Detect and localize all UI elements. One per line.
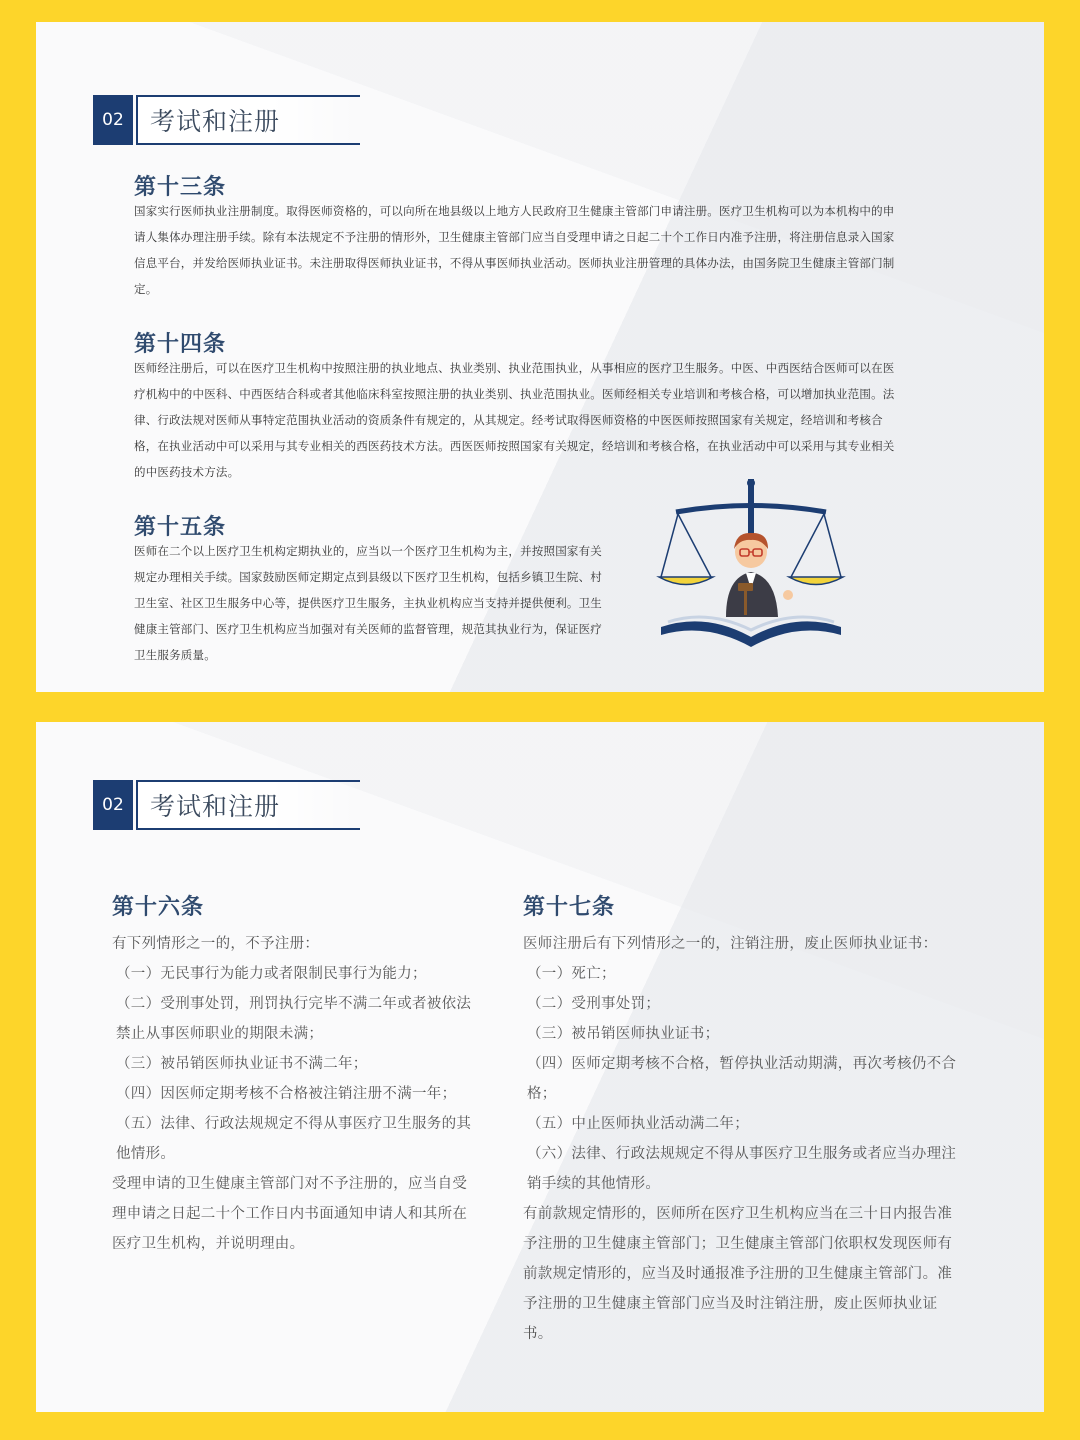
article-card-1 [36,22,1044,692]
article-17-line: 有前款规定情形的，医师所在医疗卫生机构应当在三十日内报告准予注册的卫生健康主管部门；卫生健康主管部门依职权发现医师有前款规定情形的，应当及时通报准予注册的卫生健康主管部门。准予注册的卫生健康主管部门应当及时注销注册，废止医师执业证书。 [523,1206,953,1342]
article-card-2 [36,722,1044,1412]
section-title: 考试和注册 [136,780,360,830]
article-17 [523,890,963,1349]
article-16-line: （五）法律、行政法规规定不得从事医疗卫生服务的其他情形。 [116,1116,472,1162]
article-14-text: 医师经注册后，可以在医疗卫生机构中按照注册的执业地点、执业类别、执业范围执业，从事相应的医疗卫生服务。中医、中西医结合医师可以在医疗机构中的中医科、中西医结合科或者其他临床科室按照注册的执业类别、执业范围执业。医师经相关专业培训和考核合格，可以增加执业范围。法律、行政法规对医师从事特定范围执业活动的资质条件有规定的，从其规定。经考试取得医师资格的中医医师按照国家有关规定，经培训和考核合格，在执业活动中可以采用与其专业相关的西医药技术方法。西医医师按照国家有关规定，经培训和考核合格，在执业活动中可以采用与其专业相关的中医药技术方法。 [134,361,895,479]
article-16-line: （二）受刑事处罚，刑罚执行完毕不满二年或者被依法禁止从事医师职业的期限未满； [116,996,472,1042]
section-header [93,780,360,830]
article-15-title: 第十五条 [134,514,227,540]
article-16-line: （四）因医师定期考核不合格被注销注册不满一年； [116,1086,457,1102]
scales-of-justice-judge-illustration [656,477,846,657]
article-13-title: 第十三条 [134,174,227,200]
article-16-line: （三）被吊销医师执业证书不满二年； [116,1056,368,1072]
article-15-text: 医师在二个以上医疗卫生机构定期执业的，应当以一个医疗卫生机构为主，并按照国家有关规定办理相关手续。国家鼓励医师定期定点到县级以下医疗卫生机构，包括乡镇卫生院、村卫生室、社区卫生服务中心等，提供医疗卫生服务，主执业机构应当支持并提供便利。卫生健康主管部门、医疗卫生机构应当加强对有关医师的监督管理，规范其执业行为，保证医疗卫生服务质量。 [134,544,602,662]
article-16 [112,890,472,1259]
article-17-line: 医师注册后有下列情形之一的，注销注册，废止医师执业证书： [523,936,938,952]
section-header [93,95,360,145]
article-17-line: （五）中止医师执业活动满二年； [527,1116,749,1132]
article-16-line: 受理申请的卫生健康主管部门对不予注册的，应当自受理申请之日起二十个工作日内书面通知申请人和其所在医疗卫生机构，并说明理由。 [112,1176,468,1252]
section-number: 02 [93,780,133,830]
article-16-line: （一）无民事行为能力或者限制民事行为能力； [116,966,427,982]
article-16-title: 第十六条 [112,894,205,920]
article-16-line: 有下列情形之一的，不予注册： [112,936,320,952]
section-number: 02 [93,95,133,145]
section-title: 考试和注册 [136,95,360,145]
article-17-title: 第十七条 [523,894,616,920]
article-14-title: 第十四条 [134,331,227,357]
article-17-line: （四）医师定期考核不合格，暂停执业活动期满，再次考核仍不合格； [527,1056,957,1102]
article-13-text: 国家实行医师执业注册制度。取得医师资格的，可以向所在地县级以上地方人民政府卫生健康主管部门申请注册。医疗卫生机构可以为本机构中的申请人集体办理注册手续。除有本法规定不予注册的情形外，卫生健康主管部门应当自受理申请之日起二十个工作日内准予注册，将注册信息录入国家信息平台，并发给医师执业证书。未注册取得医师执业证书，不得从事医师执业活动。医师执业注册管理的具体办法，由国务院卫生健康主管部门制定。 [134,204,895,296]
article-17-line: （一）死亡； [527,966,616,982]
article-17-line: （三）被吊销医师执业证书； [527,1026,720,1042]
article-17-line: （六）法律、行政法规规定不得从事医疗卫生服务或者应当办理注销手续的其他情形。 [527,1146,957,1192]
article-17-line: （二）受刑事处罚； [527,996,661,1012]
